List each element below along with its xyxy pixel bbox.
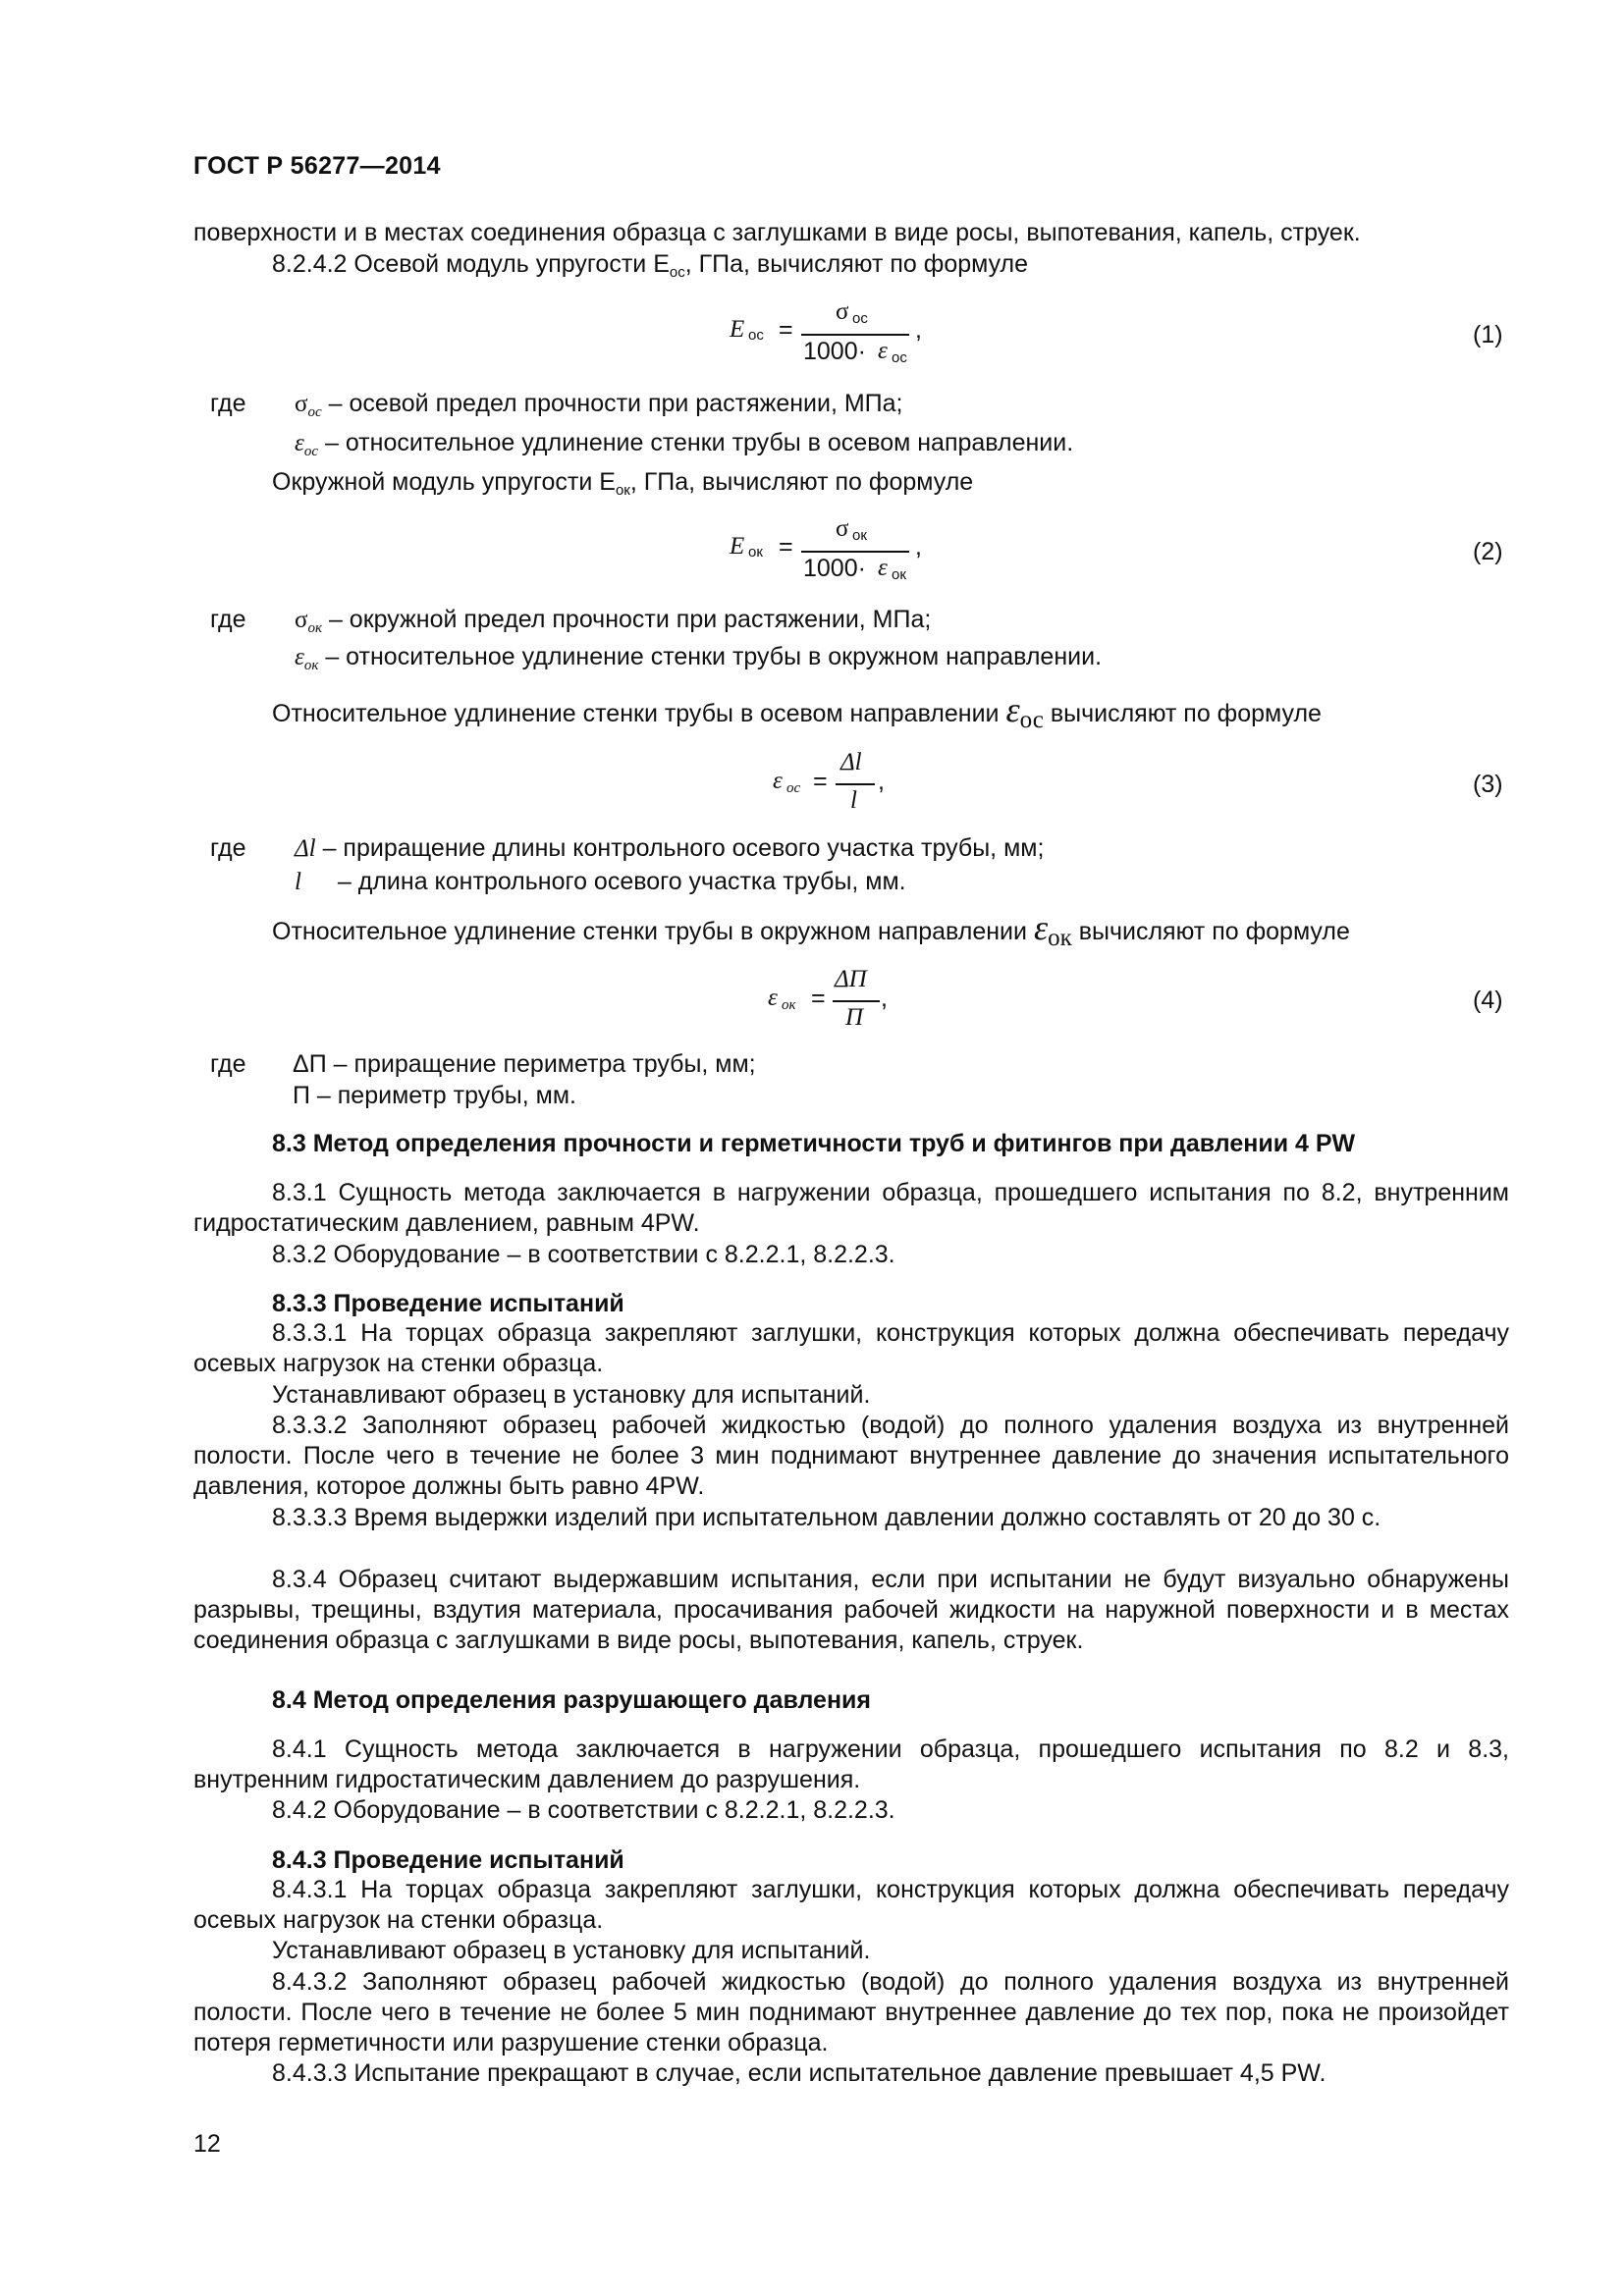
where-label: где [210, 390, 246, 417]
definition-l: l – длина контрольного осевого участка трубы, мм. [295, 868, 906, 895]
paragraph-8-3-3-2: 8.3.3.2 Заполняют образец рабочей жидкостью (водой) до полного удаления воздуха из внутренней полости. После чего в течение не более 3 мин поднимают внутреннее давление до значения испытательного давления, которое должны быть равно 4PW. [193, 1412, 1509, 1500]
paragraph-relative-elongation-axial: Относительное удлинение стенки трубы в осевом направлении εос вычисляют по формуле [272, 690, 1322, 733]
document-page: ГОСТ Р 56277—2014 поверхности и в местах соединения образца с заглушками в виде росы, выпотевания, капель, струек. 8.2.4.2 Осевой модуль упругости $E_{ос}$, ГПа, вычисляют по формуле E ос = σ ос 1000· ε ос , (1) где $\sigma_{ос}$ – осевой предел прочности при растяжении, МПа; $\varepsilon_{ос}$ – относительное удлинение стенки трубы в осевом направлении. Окружной модуль упругости $E_{ок}$, ГПа, вычисляют по формуле E ок = σ ок 1000· ε ок , (2) где $\sigma_{ок}$ – окружной предел прочности при растяжении, МПа; $\varepsilon_{ок}$ – относительное удлинение стенки трубы в окружном направлении. Относительное удлинение стенки трубы в осевом направлении εос вычисляют по формуле ε ос = Δl l , (3) где Δl – приращение длины контрольного осевого участка трубы, мм; l – длина контрольного осевого участка трубы, мм. Относительное удлинение стенки трубы в окружном направлении εок вычисляют по формуле ε ок = ΔП П , (4) где ΔП – приращение периметра трубы, мм; П – периметр трубы, мм. 8.3 Метод определения прочности и герметичности труб и фитингов при давлении 4 PW 8.3.1 Сущность метода заключается в нагружении образца, прошедшего испытания по 8.2, внутренним гидростатическим давлением, равным 4PW. 8.3.2 Оборудование – в соответствии с 8.2.2.1, 8.2.2.3. 8.3.3 Проведение испытаний 8.3.3.1 На торцах образца закрепляют заглушки, конструкция которых должна обеспечивать передачу осевых нагрузок на стенки образца. Устанавливают образец в установку для испытаний. 8.3.3.2 Заполняют образец рабочей жидкостью (водой) до полного удаления воздуха из внутренней полости. После чего в течение не более 3 мин поднимают внутреннее давление до значения испытательного давления, которое должны быть равно 4PW. 8.3.3.3 Время выдержки изделий при испытательном давлении должно составлять от 20 до 30 с. 8.3.4 Образец считают выдержавшим испытания, если при испытании не будут визуально обнаружены разрывы, трещины, вздутия материала, просачивания рабочей жидкости на наружной поверхности и в местах соединения образца с заглушками в виде росы, выпотевания, капель, струек. 8.4 Метод определения разрушающего давления 8.4.1 Сущность метода заключается в нагружении образца, прошедшего испытания по 8.2 и 8.3, внутренним гидростатическим давлением до разрушения. 8.4.2 Оборудование – в соответствии с 8.2.2.1, 8.2.2.3. 8.4.3 Проведение испытаний 8.4.3.1 На торцах образца закрепляют заглушки, конструкция которых должна обеспечивать передачу осевых нагрузок на стенки образца. Устанавливают образец в установку для испытаний. 8.4.3.2 Заполняют образец рабочей жидкостью (водой) до полного удаления воздуха из внутренней полости. После чего в течение не более 5 мин поднимают внутреннее давление до тех пор, пока не произойдет потеря герметичности или разрушение стенки образца. 8.4.3.3 Испытание прекращают в случае, если испытательное давление превышает 4,5 PW. 12 [193, 152, 1509, 2158]
definition-epsilon-oc: $\varepsilon_{ос}$ – относительное удлинение стенки трубы в осевом направлении. [295, 429, 1074, 459]
equation-number-4: (4) [1473, 987, 1503, 1014]
paragraph-install-1: Устанавливают образец в установку для испытаний. [272, 1381, 871, 1409]
equation-number-3: (3) [1473, 771, 1503, 798]
paragraph-8-4-1: 8.4.1 Сущность метода заключается в нагружении образца, прошедшего испытания по 8.2 и 8.3, внутренним гидростатическим давлением до разрушения. [193, 1735, 1509, 1793]
paragraph-8-4-3-1: 8.4.3.1 На торцах образца закрепляют заглушки, конструкция которых должна обеспечивать передачу осевых нагрузок на стенки образца. [193, 1876, 1509, 1934]
paragraph-8-4-3-2: 8.4.3.2 Заполняют образец рабочей жидкостью (водой) до полного удаления воздуха из внутренней полости. После чего в течение не более 5 мин поднимают внутреннее давление до тех пор, пока не произойдет потеря герметичности или разрушение стенки образца. [193, 1968, 1509, 2056]
paragraph-8-4-3-3: 8.4.3.3 Испытание прекращают в случае, если испытательное давление превышает 4,5 PW. [272, 2059, 1326, 2087]
heading-8-3: 8.3 Метод определения прочности и герметичности труб и фитингов при давлении 4 PW [272, 1130, 1356, 1157]
paragraph-relative-elongation-circumferential: Относительное удлинение стенки трубы в окружном направлении εок вычисляют по формуле [272, 908, 1350, 951]
definition-sigma-oc: $\sigma_{ос}$ – осевой предел прочности при растяжении, МПа; [295, 390, 903, 420]
heading-8-3-3: 8.3.3 Проведение испытаний [272, 1290, 624, 1317]
paragraph-continuation: поверхности и в местах соединения образца с заглушками в виде росы, выпотевания, капель, струек. [193, 219, 1361, 246]
where-label: где [210, 1050, 246, 1078]
heading-8-4-3: 8.4.3 Проведение испытаний [272, 1846, 624, 1874]
definition-perimeter: П – периметр трубы, мм. [293, 1082, 576, 1109]
equation-number-2: (2) [1473, 538, 1503, 565]
paragraph-8-3-4: 8.3.4 Образец считают выдержавшим испытания, если при испытании не будут визуально обнаружены разрывы, трещины, вздутия материала, просачивания рабочей жидкости на наружной поверхности и в местах соединения образца с заглушками в виде росы, выпотевания, капель, струек. [193, 1566, 1509, 1654]
paragraph-8-3-1: 8.3.1 Сущность метода заключается в нагружении образца, прошедшего испытания по 8.2, внутренним гидростатическим давлением, равным 4PW. [193, 1179, 1509, 1237]
paragraph-8-2-4-2: 8.2.4.2 Осевой модуль упругости $E_{ос}$, ГПа, вычисляют по формуле [272, 250, 1029, 281]
where-label: где [210, 606, 246, 633]
document-header: ГОСТ Р 56277—2014 [193, 152, 441, 180]
equation-number-1: (1) [1473, 321, 1503, 348]
page-number: 12 [193, 2130, 221, 2158]
definition-delta-perimeter: ΔП – приращение периметра трубы, мм; [293, 1050, 756, 1078]
paragraph-8-4-2: 8.4.2 Оборудование – в соответствии с 8.2.2.1, 8.2.2.3. [272, 1796, 895, 1824]
paragraph-8-3-3-1: 8.3.3.1 На торцах образца закрепляют заглушки, конструкция которых должна обеспечивать передачу осевых нагрузок на стенки образца. [193, 1319, 1509, 1377]
paragraph-8-3-3-3: 8.3.3.3 Время выдержки изделий при испытательном давлении должно составлять от 20 до 30 с. [272, 1504, 1381, 1531]
definition-epsilon-ok: $\varepsilon_{ок}$ – относительное удлинение стенки трубы в окружном направлении. [295, 643, 1103, 673]
paragraph-install-2: Устанавливают образец в установку для испытаний. [272, 1937, 871, 1964]
heading-8-4: 8.4 Метод определения разрушающего давления [272, 1686, 872, 1714]
paragraph-8-3-2: 8.3.2 Оборудование – в соответствии с 8.2.2.1, 8.2.2.3. [272, 1241, 895, 1268]
paragraph-circumferential-modulus: Окружной модуль упругости $E_{ок}$, ГПа, вычисляют по формуле [272, 468, 974, 499]
definition-sigma-ok: $\sigma_{ок}$ – окружной предел прочности при растяжении, МПа; [295, 606, 932, 636]
definition-delta-l: Δl – приращение длины контрольного осевого участка трубы, мм; [295, 834, 1045, 862]
where-label: где [210, 834, 246, 862]
